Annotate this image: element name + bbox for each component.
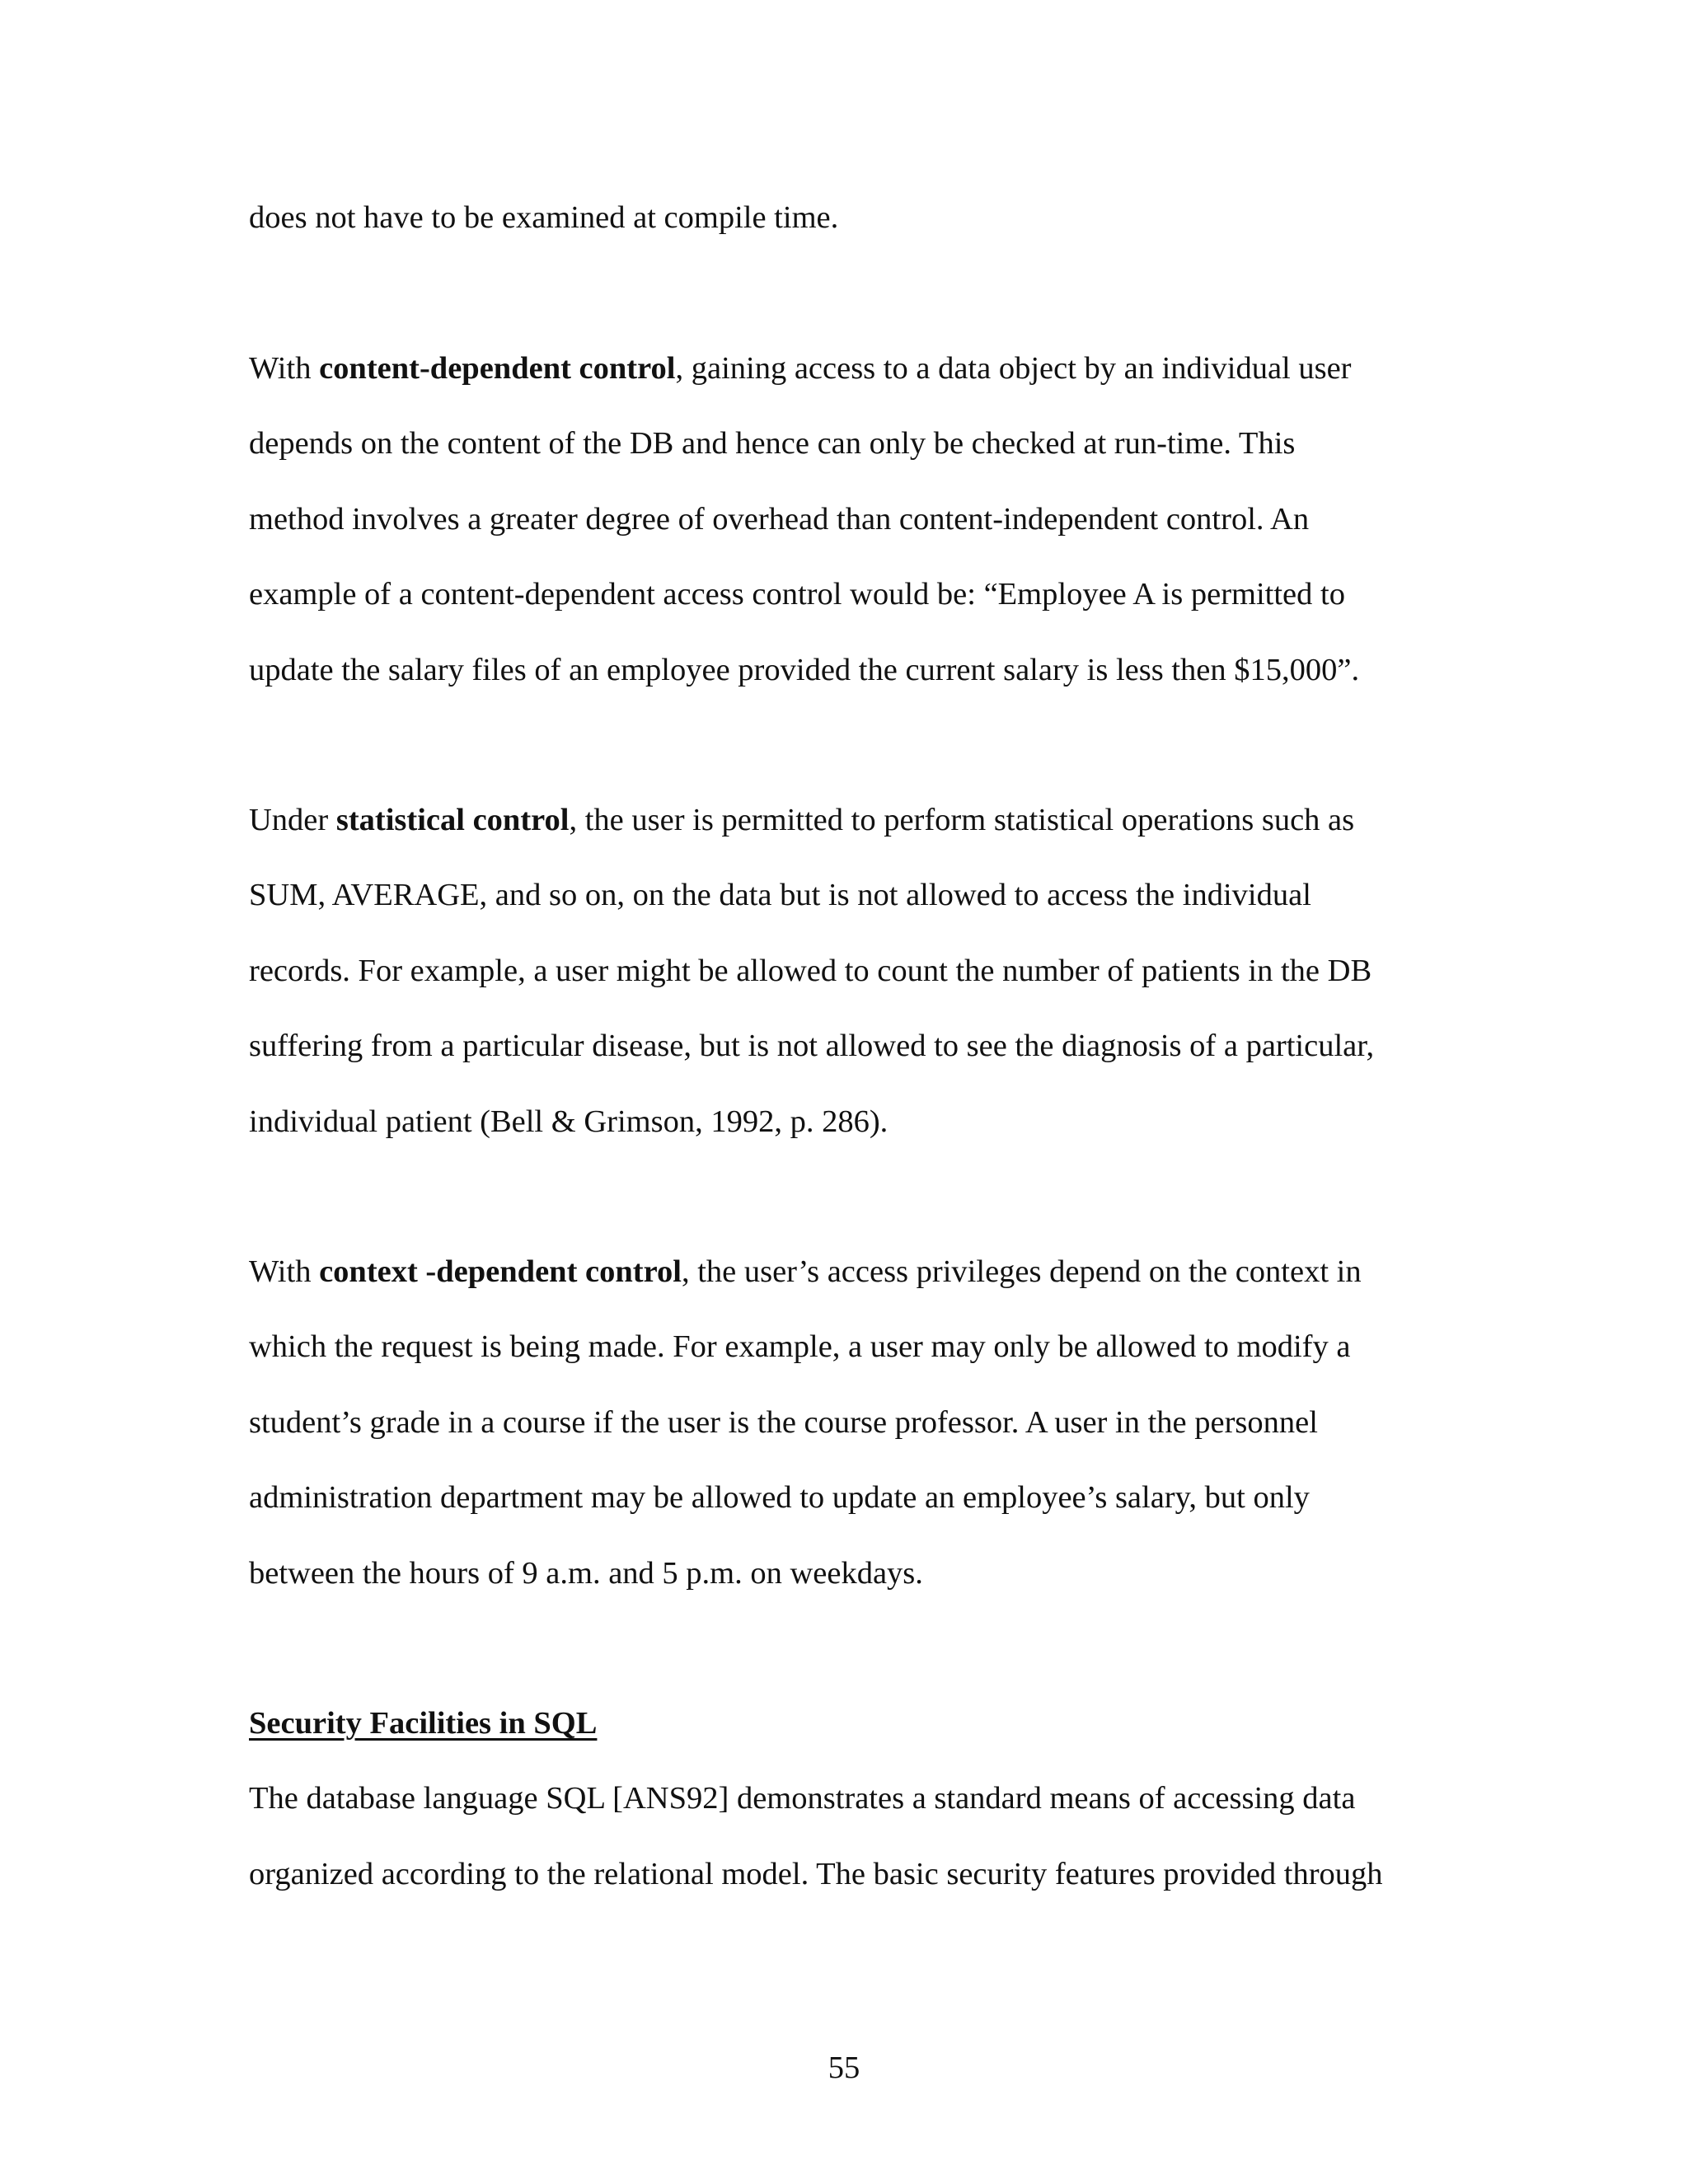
- term-content-dependent-control: content-dependent control: [319, 351, 676, 386]
- text-line: depends on the content of the DB and hence can only be checked at run-time. This: [249, 426, 1296, 461]
- text-run: With: [249, 351, 320, 386]
- text-line: [249, 1252, 1362, 1291]
- text-run: Under: [249, 803, 336, 837]
- text-line: [249, 349, 1352, 388]
- section-heading: Security Facilities in SQL: [249, 1706, 598, 1741]
- text-line: SUM, AVERAGE, and so on, on the data but is not allowed to access the individual: [249, 878, 1311, 912]
- text-run: , the user is permitted to perform statistical operations such as: [569, 803, 1355, 837]
- term-context-dependent-control: context -dependent control: [319, 1254, 682, 1289]
- text-line: update the salary files of an employee provided the current salary is less then $15,000”.: [249, 653, 1360, 687]
- text-line: does not have to be examined at compile time.: [249, 200, 839, 235]
- text-line: administration department may be allowed to update an employee’s salary, but only: [249, 1480, 1310, 1515]
- text-line: which the request is being made. For example, a user may only be allowed to modify a: [249, 1329, 1351, 1364]
- text-line: The database language SQL [ANS92] demonstrates a standard means of accessing data: [249, 1781, 1356, 1816]
- text-line: suffering from a particular disease, but is not allowed to see the diagnosis of a particular,: [249, 1029, 1375, 1063]
- page-number: 55: [828, 2050, 860, 2085]
- text-line: student’s grade in a course if the user is the course professor. A user in the personnel: [249, 1405, 1318, 1440]
- text-line: organized according to the relational model. The basic security features provided through: [249, 1857, 1383, 1891]
- text-run: , gaining access to a data object by an individual user: [675, 351, 1352, 386]
- text-run: , the user’s access privileges depend on the context in: [681, 1254, 1362, 1289]
- text-line: [249, 800, 1354, 840]
- text-line: individual patient (Bell & Grimson, 1992, p. 286).: [249, 1104, 889, 1139]
- text-line: example of a content-dependent access control would be: “Employee A is permitted to: [249, 577, 1345, 612]
- term-statistical-control: statistical control: [335, 803, 570, 837]
- text-run: With: [249, 1254, 320, 1289]
- text-line: between the hours of 9 a.m. and 5 p.m. on weekdays.: [249, 1556, 923, 1591]
- text-line: method involves a greater degree of overhead than content-independent control. An: [249, 502, 1310, 537]
- text-line: records. For example, a user might be allowed to count the number of patients in the DB: [249, 954, 1372, 988]
